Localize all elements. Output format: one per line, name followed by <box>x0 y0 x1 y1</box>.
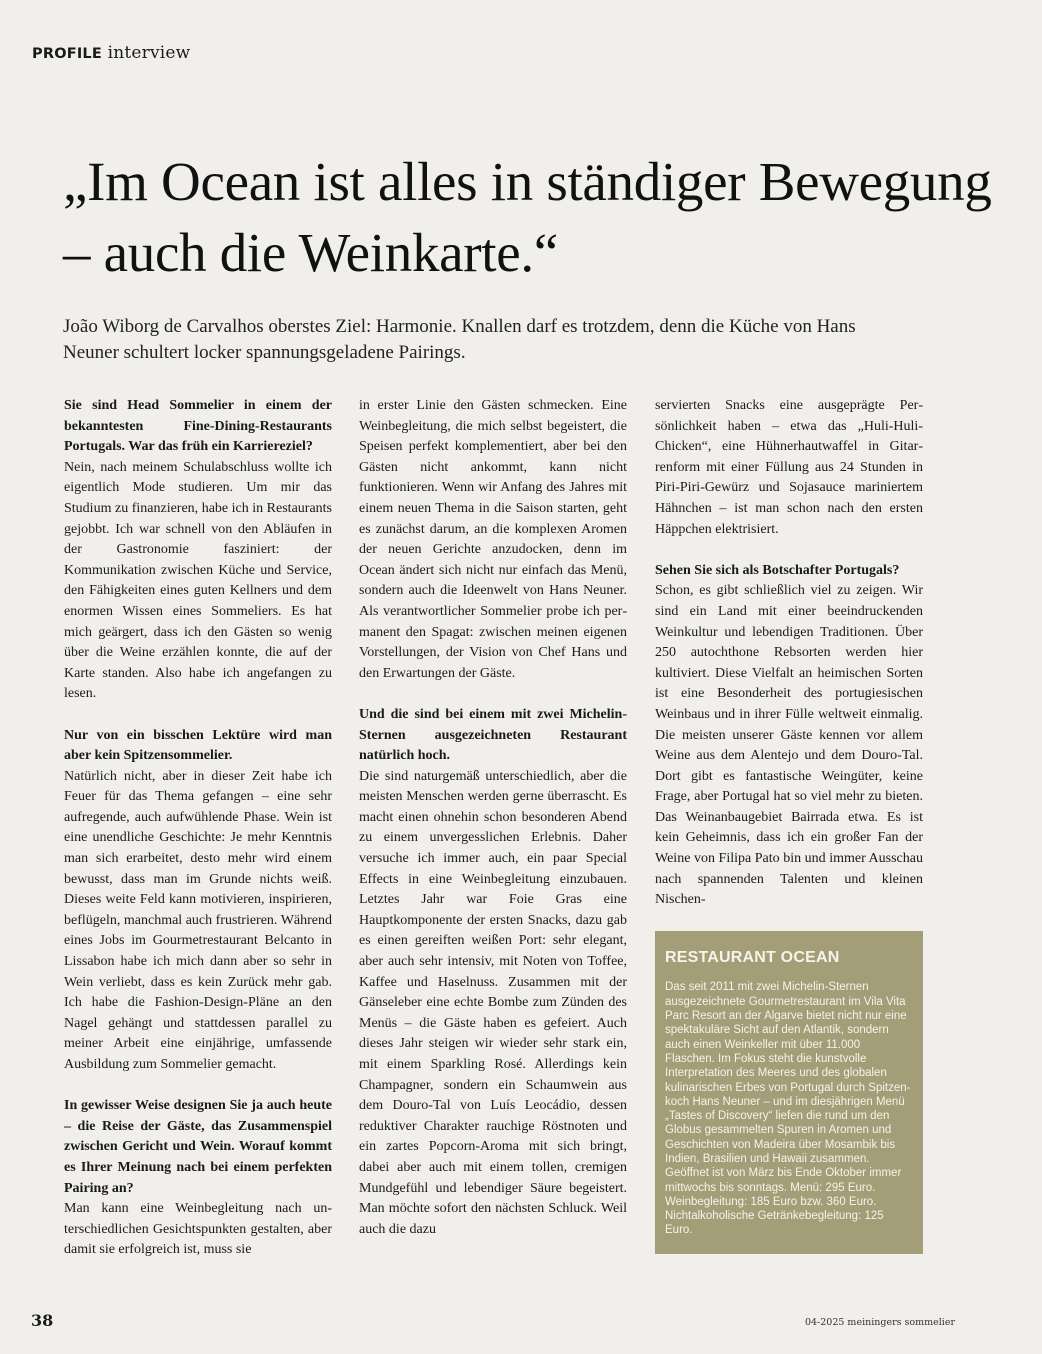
interview-answer: Die sind naturgemäß unterschiedlich, aber die meisten Menschen werden gerne überrascht. Es macht einen ohnehin schon besonderen Abend zu einem unvergesslichen Erlebnis. Daher versuche ich immer auch, ein paar Special Effects in eine Weinbegleitung einzubauen. Letztes Jahr war Foie Gras eine Hauptkomponente der ersten Snacks, dazu gab es einen gereiften weißen Port: sehr elegant, aber auch sehr intensiv, mit Noten von Toffee, Kaffee und Haselnuss. Zusammen mit der Gänseleber eine echte Bombe zum Zünden des Menüs – die Gäste haben es gefeiert. Auch dieses Jahr steigen wir wieder sehr stark ein, mit einem Sparkling Rosé. Allerdings kein Champagner, sondern ein Schaumwein aus dem Douro-Tal von Luís Leocádio, dessen reduktiver Charakter rauchige Röstnoten und ein zartes Popcorn-Aroma mit sich bringt, dabei aber auch mit einem tollen, cremigen Mundgefühl und lebendiger Säure begeistert. Man möchte sofort den nächsten Schluck. Weil auch die dazu <box>359 768 627 1237</box>
column-2 <box>359 396 627 1261</box>
article-lead: João Wiborg de Carvalhos oberstes Ziel: Harmonie. Knallen darf es trotzdem, denn die Küche von Hans Neuner schultert locker spannungsgeladene Pairings. <box>63 316 856 363</box>
article-header <box>63 146 1013 366</box>
interview-question: In gewisser Weise designen Sie ja auch heute – die Reise der Gäste, das Zusammenspiel zwischen Gericht und Wein. Worauf kommt es Ihrer Meinung nach bei einem perfekten Pairing an? <box>64 1098 332 1196</box>
section-subname: interview <box>107 43 191 63</box>
interview-question: Nur von ein bisschen Lektüre wird man aber kein Spitzensommelier. <box>64 727 332 764</box>
article-title: „Im Ocean ist alles in ständiger Bewegung – auch die Weinkarte.“ <box>63 151 992 283</box>
page-number: 38 <box>31 1311 54 1330</box>
interview-answer: in erster Linie den Gästen schmecken. Eine Weinbegleitung, die mich selbst begeistert, die Speisen perfekt komplementiert, aber bei den Gästen nicht ankommt, kann nicht funktionieren. Wenn wir Anfang des Jahres mit einem neuen Thema in die Saison starten, geht es zunächst darum, an die komplexen Aromen der neuen Gerichte anzudocken, denn im Ocean ändert sich nicht nur einfach das Menü, sondern auch die Ideenwelt von Hans Neuner. Als verantwortlicher Sommelier probe ich permanent den Spagat: zwischen meinen eigenen Vorstellungen, der Vision von Chef Hans und den Erwartungen der Gäste. <box>359 398 627 681</box>
interview-answer: Man kann eine Weinbegleitung nach unterschiedlichen Gesichtspunkten gestalten, aber damit sie erfolgreich ist, muss sie <box>64 1201 332 1258</box>
info-box-title: RESTAURANT OCEAN <box>665 949 840 967</box>
interview-answer: Schon, es gibt schließlich viel zu zeigen. Wir sind ein Land mit einer beeindruckenden Weinkultur und lebendigen Traditionen. Über 250 autochthone Rebsorten werden hier kultiviert. Diese Vielfalt an heimischen Sorten ist eine Besonderheit des portugiesischen Weinbaus und in ihrer Fülle weltweit einmalig. Die meisten unserer Gäste kennen vor allem Weine aus dem Alentejo und dem Douro-Tal. Dort gibt es fantastische Weingüter, keine Frage, aber Portugal hat so viel mehr zu bieten. Das Weinanbaugebiet Bairrada etwa. Es ist kein Geheimnis, dass ich ein großer Fan der Weine von Filipa Pato bin und immer Ausschau nach spannenden Talenten und kleinen Nischen- <box>655 583 923 908</box>
issue-label: 04-2025 meiningers sommelier <box>804 1317 955 1328</box>
interview-answer: Natürlich nicht, aber in dieser Zeit habe ich Feuer für das Thema gefangen – eine sehr aufregende, auch aufwühlende Phase. Wein ist eine unendliche Geschichte: Je mehr Kenntnis man sich erarbeitet, desto mehr wird einem bewusst, dass man im Grunde nichts weiß. Dieses weite Feld kann motivieren, inspirieren, beflügeln, manchmal auch frustrieren. Während eines Jobs im Gourmetrestaurant Belcanto in Lissabon habe ich mich dann aber so sehr in Wein verliebt, dass es kein Zurück mehr gab. Ich habe die Fashion-Design-Pläne an den Nagel gehängt und stattdessen parallel zu meiner Arbeit eine einjährige, umfassende Ausbildung zum Sommelier gemacht. <box>64 768 332 1072</box>
info-box-text: Das seit 2011 mit zwei Michelin-Sternen ausgezeichnete Gourmetrestaurant im Vila Vita Parc Resort an der Algarve bietet nicht nur eine spektakuläre Sicht auf den Atlantik, sondern auch einen Weinkeller mit über 11.000 Flaschen. Im Fokus steht die kunstvolle Interpretation des Meeres und des globalen kulinarischen Erbes von Portugal durch Spitzenkoch Hans Neuner – und im diesjährigen Menü „Tastes of Discovery“ liefen die rund um den Globus gesammelten Spuren in Aromen und Geschichten von Madeira über Mosambik bis Indien, Brasilien und Hawaii zusammen. Geöffnet ist von März bis Ende Oktober immer mittwochs bis sonntags. Menü: 295 Euro. Weinbegleitung: 185 Euro bzw. 360 Euro. Nichtalkoholische Getränkebegleitung: 125 Euro. <box>665 981 911 1237</box>
interview-question: Sie sind Head Sommelier in einem der bekanntesten Fine-Dining-Restaurants Portugals. War das früh ein Karriereziel? <box>64 398 332 455</box>
interview-answer: Nein, nach meinem Schulabschluss wollte ich eigentlich Mode studieren. Um mir das Studium zu finanzieren, habe ich in Restaurants gejobbt. Ich war schnell von den Abläufen in der Gastronomie fasziniert: der Kommunikation zwischen Küche und Service, den Fähigkeiten eines guten Kellners und dem enormen Wissen eines Sommeliers. Es hat mich geärgert, dass ich den Gästen so wenig über die Weine erzählen konnte, die auf der Karte standen. Also habe ich angefangen zu lesen. <box>64 459 332 702</box>
column-1 <box>64 396 332 1282</box>
interview-answer: servierten Snacks eine ausgeprägte Persönlichkeit haben – etwa das „Huli-Huli-Chicken“, eine Hühnerhautwaffel in Gitarrenform mit einer Füllung aus 24 Stunden in Piri-Piri-Gewürz und Sojasauce mariniertem Hähnchen – ist man schon nach den ersten Häppchen elektrisiert. <box>655 398 923 537</box>
column-3 <box>655 396 923 1254</box>
interview-question: Und die sind bei einem mit zwei Michelin-Sternen ausgezeichneten Restaurant natürlich hoch. <box>359 706 627 764</box>
interview-question: Sehen Sie sich als Botschafter Portugals? <box>655 562 900 578</box>
section-label <box>32 43 190 63</box>
info-box <box>655 931 923 1253</box>
section-name: PROFILE <box>32 46 102 62</box>
